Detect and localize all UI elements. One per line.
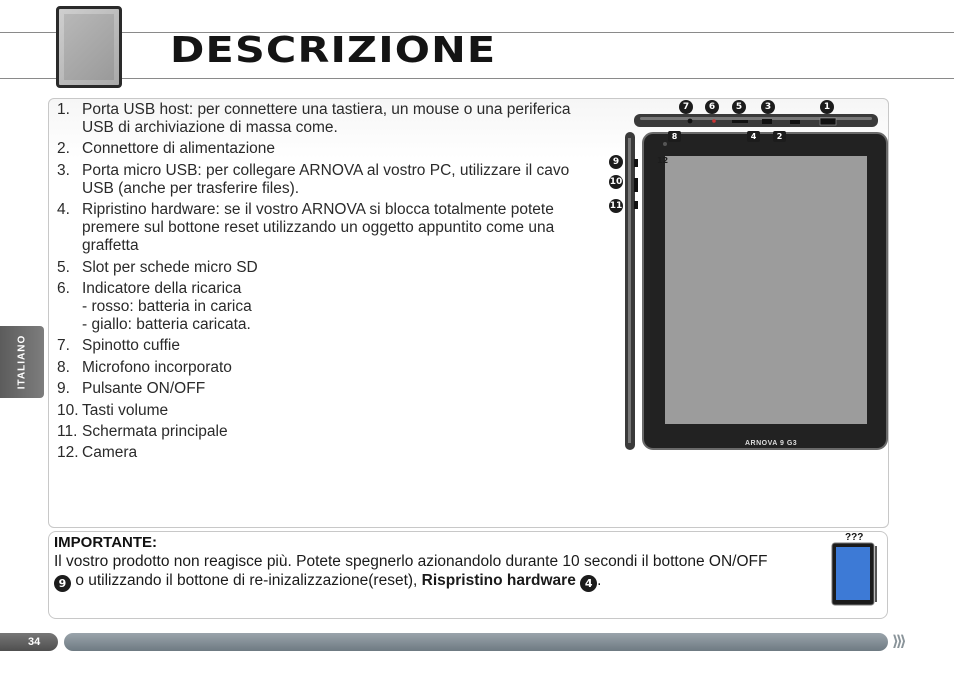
camera-callout-label: 12	[657, 156, 669, 165]
callout-badge: 5	[732, 100, 746, 114]
item-text: Slot per schede micro SD	[82, 258, 258, 276]
callout-badge: 3	[761, 100, 775, 114]
description-item	[57, 201, 602, 255]
item-text: Connettore di alimentazione	[82, 140, 276, 158]
item-number: 4.	[57, 201, 70, 219]
item-number: 3.	[57, 161, 70, 179]
callout-badge: 1	[820, 100, 834, 114]
front-camera	[663, 142, 667, 146]
next-arrows-icon: ⟩⟩⟩	[892, 633, 904, 650]
description-item	[57, 280, 602, 334]
device-top-edge-highlight	[640, 117, 872, 120]
important-line-1: Il vostro prodotto non reagisce più. Potete spegnerlo azionandolo durante 10 secondi il bottone ON/OFF	[54, 553, 768, 570]
callout-badge: 11	[609, 201, 623, 211]
device-top-edge	[634, 114, 878, 127]
reset-badge-icon: 4	[580, 575, 597, 592]
device-brand-label: ARNOVA 9 G3	[745, 440, 798, 447]
important-heading: IMPORTANTE:	[54, 534, 158, 551]
language-side-tab	[0, 326, 44, 398]
callout-badge: 9	[609, 155, 623, 169]
headphone-jack	[688, 119, 693, 124]
item-text: Ripristino hardware: se il vostro ARNOVA si blocca totalmente potete premere sul bottone reset utilizzando un oggetto appuntito come una graffetta	[82, 201, 555, 255]
item-number: 2.	[57, 140, 70, 158]
callout-badge: 2	[773, 131, 786, 142]
callout-badge: 8	[668, 131, 681, 142]
description-item	[57, 402, 602, 420]
power-connector	[790, 120, 800, 124]
mini-device-label: ???	[845, 532, 864, 543]
charge-led	[712, 119, 716, 123]
description-item	[57, 423, 602, 441]
description-item	[57, 337, 602, 355]
description-item	[57, 444, 602, 462]
description-list	[57, 101, 602, 466]
item-number: 8.	[57, 358, 70, 376]
description-item	[57, 140, 602, 158]
description-item	[57, 101, 602, 137]
on-off-badge-icon: 9	[54, 575, 71, 592]
item-number: 11.	[57, 422, 78, 440]
item-text: Spinotto cuffie	[82, 337, 180, 355]
description-item	[57, 380, 602, 398]
callout-badge: 10	[609, 177, 623, 187]
device-side-edge-highlight	[628, 138, 631, 443]
footer-bar	[64, 633, 888, 651]
page-number: 34	[0, 633, 58, 651]
description-item	[57, 259, 602, 277]
item-text: Camera	[82, 444, 138, 462]
item-number: 5.	[57, 258, 70, 276]
header-tablet-icon	[56, 6, 122, 88]
usb-host-port	[820, 118, 836, 125]
item-subtext: - giallo: batteria caricata.	[82, 315, 251, 333]
item-text: Microfono incorporato	[82, 358, 232, 376]
important-text	[54, 552, 824, 592]
important-line-end: .	[597, 572, 602, 589]
language-label: ITALIANO	[16, 334, 28, 390]
item-text: Indicatore della ricarica	[82, 279, 242, 297]
micro-usb-port	[762, 119, 772, 124]
volume-keys	[634, 178, 638, 192]
item-text: Porta USB host: per connettere una tastiera, un mouse o una periferica USB di archiviazione di massa come.	[82, 101, 571, 136]
item-number: 6.	[57, 279, 70, 297]
header-rule-bottom	[0, 78, 954, 79]
item-number: 9.	[57, 380, 70, 398]
description-item	[57, 359, 602, 377]
hardware-reset-label: Rispristino hardware	[421, 572, 576, 589]
callout-badge: 4	[747, 131, 760, 142]
on-off-switch	[634, 159, 638, 167]
item-number: 12.	[57, 444, 79, 462]
item-text: Pulsante ON/OFF	[82, 380, 206, 398]
device-screen	[665, 156, 867, 424]
home-key	[634, 201, 638, 209]
item-text: Porta micro USB: per collegare ARNOVA al vostro PC, utilizzare il cavo USB (anche per trasferire files).	[82, 161, 570, 197]
callout-badge: 7	[679, 100, 693, 114]
page-title: DESCRIZIONE	[170, 30, 497, 71]
item-subtext: - rosso: batteria in carica	[82, 297, 252, 315]
item-number: 10.	[57, 401, 79, 419]
description-item	[57, 162, 602, 198]
important-line-2: o utilizzando il bottone di re-inizalizzazione(reset),	[75, 572, 418, 589]
item-number: 1.	[57, 101, 70, 118]
device-illustration	[610, 98, 890, 458]
item-text: Tasti volume	[82, 401, 169, 419]
micro-sd-slot	[732, 120, 748, 123]
item-number: 7.	[57, 337, 70, 355]
callout-badge: 6	[705, 100, 719, 114]
mini-tablet-icon	[831, 542, 877, 606]
item-text: Schermata principale	[82, 422, 228, 440]
